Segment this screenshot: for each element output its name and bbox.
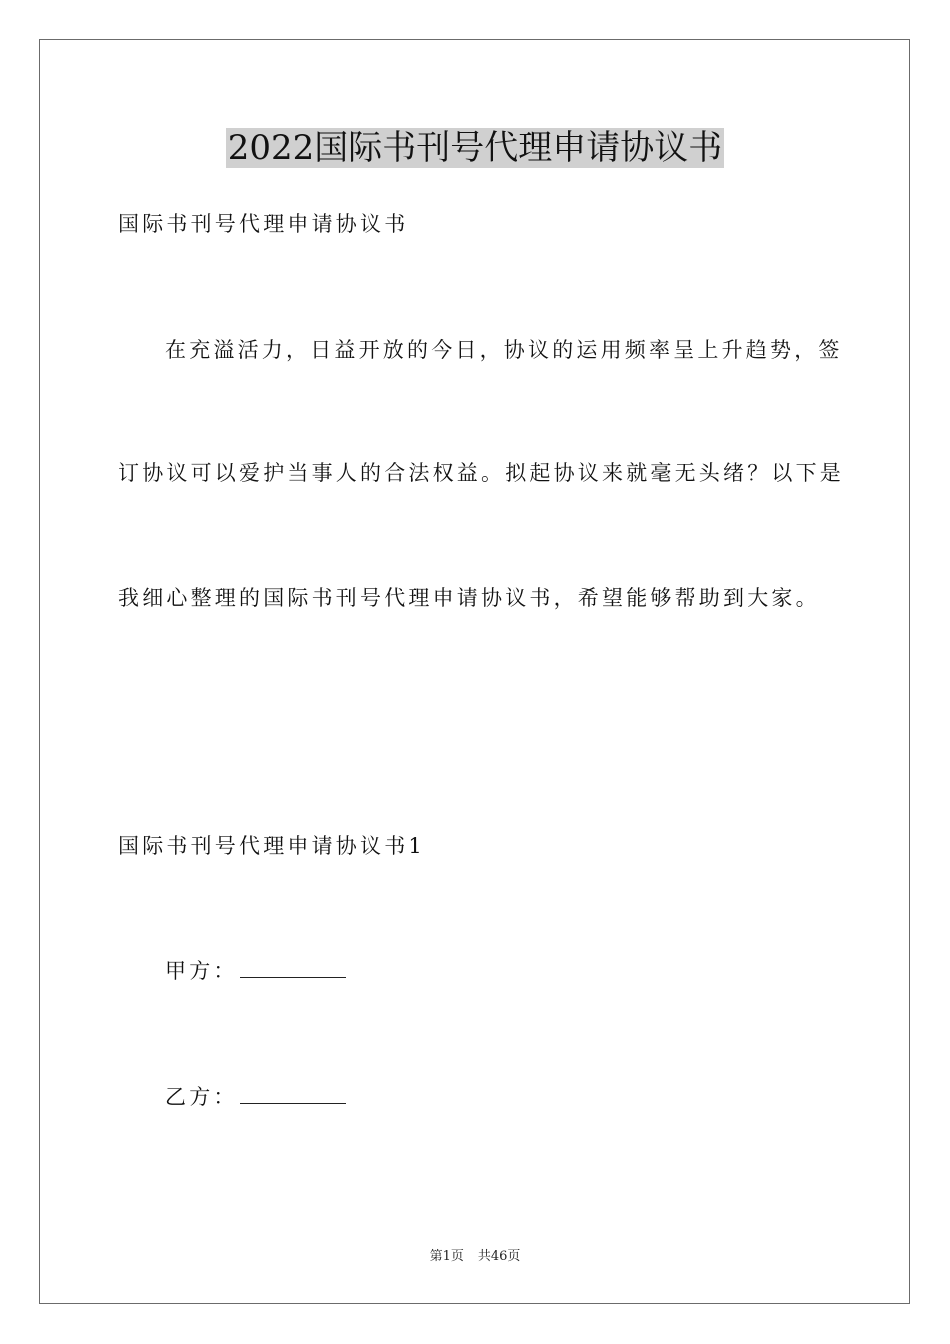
document-title — [0, 126, 950, 170]
party-b-row — [165, 1083, 346, 1111]
party-b-label: 乙方： — [165, 1085, 238, 1109]
page-total: 共46页 — [477, 1249, 521, 1264]
intro-paragraph-line-1: 在充溢活力，日益开放的今日，协议的运用频率呈上升趋势，签 — [165, 338, 843, 362]
page-number: 第1页 — [429, 1249, 464, 1264]
party-b-blank — [240, 1085, 346, 1104]
page-footer — [0, 1248, 950, 1266]
section-heading: 国际书刊号代理申请协议书1 — [118, 834, 425, 858]
document-subtitle: 国际书刊号代理申请协议书 — [118, 212, 409, 236]
party-a-blank — [240, 959, 346, 978]
party-a-label: 甲方： — [165, 959, 238, 983]
document-title-text: 2022国际书刊号代理申请协议书 — [227, 128, 723, 168]
party-a-row — [165, 957, 346, 985]
intro-paragraph-line-3: 我细心整理的国际书刊号代理申请协议书，希望能够帮助到大家。 — [118, 586, 820, 610]
intro-paragraph-line-2: 订协议可以爱护当事人的合法权益。拟起协议来就毫无头绪？以下是 — [118, 461, 844, 485]
